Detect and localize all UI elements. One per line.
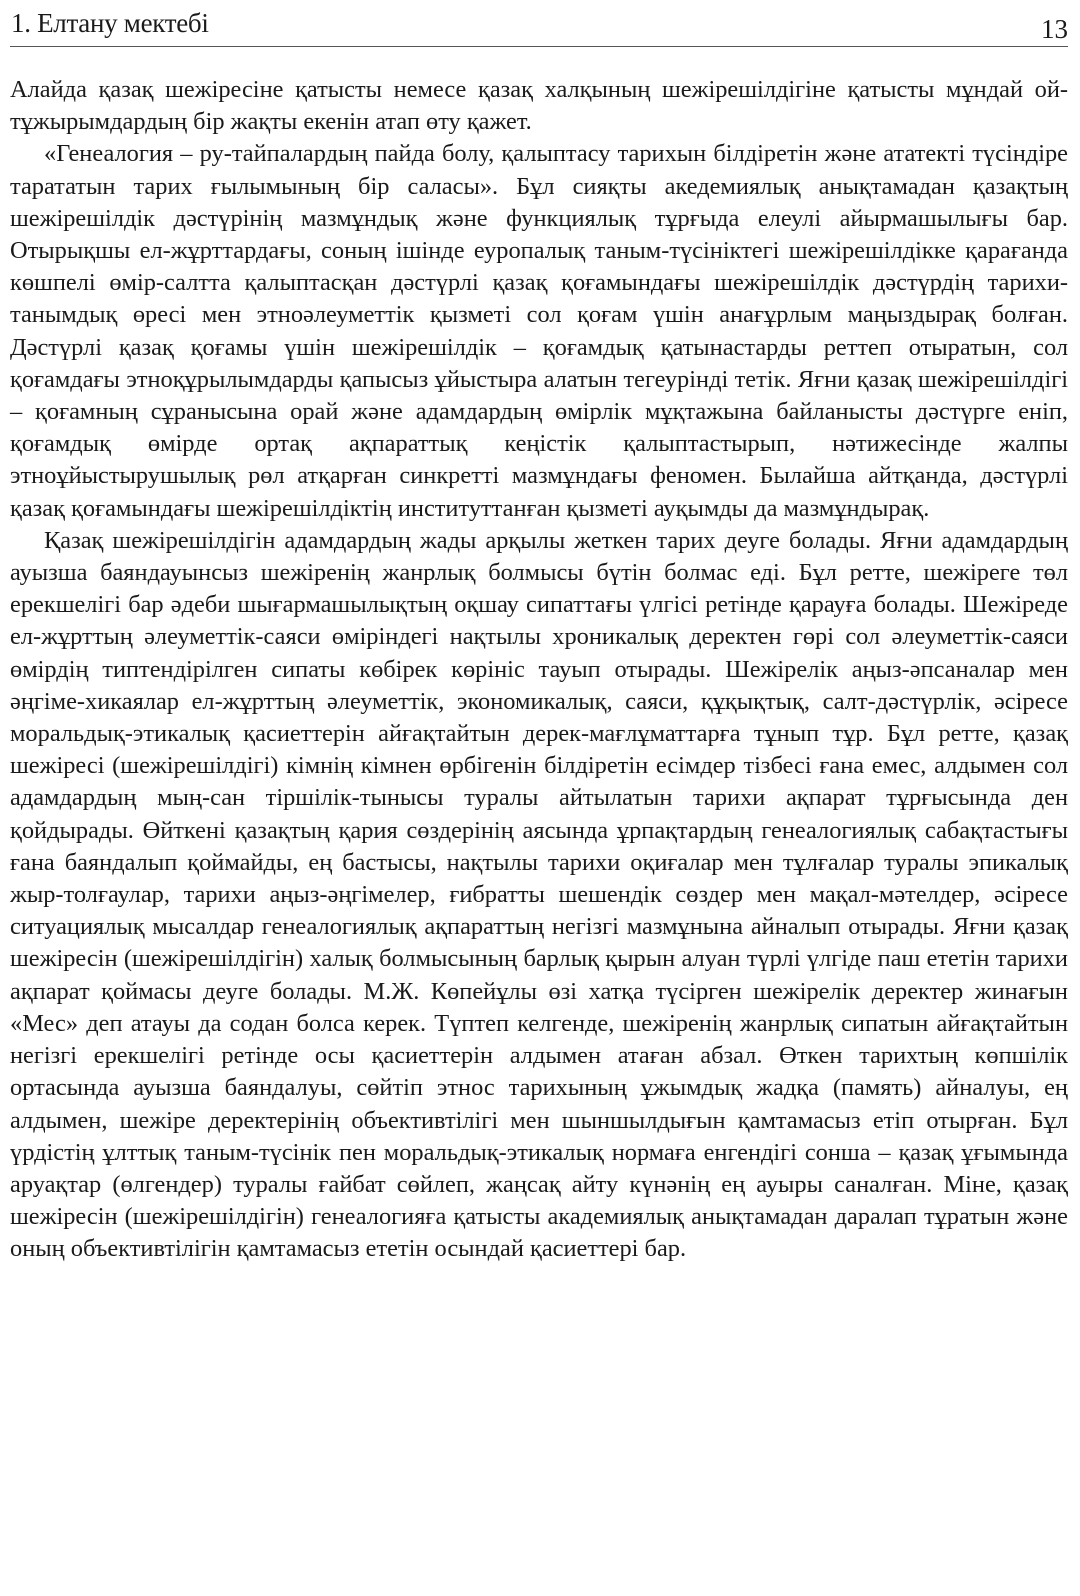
- paragraph-3: Қазақ шежірешілдігін адамдардың жады арқылы жеткен тарих деуге болады. Яғни адамдардың ауызша баяндауынсыз шежіренің жанрлық болмысы бүтін болмас еді. Бұл ретте, шежіреге төл ерекшелігі бар әдеби шығармашылықтың оқшау сипаттағы үлгісі ретінде қарауға болады. Шежіреде ел-жұрттың әлеуметтік-саяси өміріндегі нақтылы хроникалық деректен гөрі сол әлеуметтік-саяси өмірдің типтендірілген сипаты көбірек көрініс тауып отырады. Шежірелік аңыз-әпсаналар мен әңгіме-хикаялар ел-жұрттың әлеуметтік, экономикалық, саяси, құқықтық, салт-дәстүрлік, әсіресе моральдық-этикалық қасиеттерін айғақтайтын дерек-мағлұматтарға тұнып тұр. Бұл ретте, қазақ шежіресі (шежірешілдігі) кімнің кімнен өрбігенін білдіретін есімдер тізбесі ғана емес, алдымен сол адамдардың мың-сан тіршілік-тынысы туралы айтылатын тарихи ақпарат тұрғысында ден қойдырады. Өйткені қазақтың қария сөздерінің аясында ұрпақтардың генеалогиялық сабақтастығы ғана баяндалып қоймайды, ең бастысы, нақтылы тарихи оқиғалар мен тұлғалар туралы эпикалық жыр-толғаулар, тарихи аңыз-әңгімелер, ғибратты шешендік сөздер мен мақал-мәтелдер, әсіресе ситуациялық мысалдар генеалогиялық ақпараттың негізгі мазмұнына айналып отырады. Яғни қазақ шежіресін (шежірешілдігін) халық болмысының барлық қырын алуан түрлі үлгіде паш ететін тарихи ақпарат қоймасы деуге болады. М.Ж. Көпейұлы өзі хатқа түсірген шежірелік деректер жинағын «Мес» деп атауы да содан болса керек. Түптеп келгенде, шежіренің жанрлық сипатын айғақтайтын негізгі ерекшелігі ретінде осы қасиеттерін алдымен атаған абзал. Өткен тарихтың көпшілік ортасында ауызша баяндалуы, сөйтіп этнос тарихының ұжымдық жадқа (память) айналуы, ең алдымен, шежіре деректерінің объективтілігі мен шыншылдығын қамтамасыз етіп отырған. Бұл үрдістің ұлттық таным-түсінік пен моральдық-этикалық нормаға енгендігі сонша – қазақ ұғымында аруақтар (өлгендер) туралы ғайбат сөйлеп, жаңсақ айту күнәнің ең ауыры саналған. Міне, қазақ шежіресін (шежірешілдігін) генеалогияға қатысты академиялық анықтамадан даралап тұратын және оның объективтілігін қамтамасыз ететін осындай қасиеттері бар.: [10, 526, 1068, 1263]
- paragraph-1: Алайда қазақ шежіресіне қатысты немесе қазақ халқының шежірешілдігіне қатысты мұндай ой-тұжырымдардың бір жақты екенін атап өту қажет.: [10, 76, 1068, 136]
- section-title: 1. Елтану мектебі: [11, 8, 209, 38]
- paragraph-2: «Генеалогия – ру-тайпалардың пайда болу, қалыптасу тарихын білдіретін және ататекті түсіндіре тарататын тарих ғылымының бір саласы». Бұл сияқты акедемиялық анықтамадан қазақтың шежірешілдік дәстүрінің мазмұндық және функциялық тұрғыда елеулі айырмашылығы бар. Отырықшы ел-жұрттардағы, соның ішінде еуропалық таным-түсініктегі шежірешілдікке қарағанда көшпелі өмір-салтта қалыптасқан дәстүрлі қазақ қоғамындағы шежірешілдік дәстүрдің тарихи-танымдық өресі мен этноәлеуметтік қызметі сол қоғам үшін анағұрлым маңыздырақ болған. Дәстүрлі қазақ қоғамы үшін шежірешілдік – қоғамдық қатынастарды реттеп отыратын, сол қоғамдағы этноқұрылымдарды қапысыз ұйыстыра алатын тегеурінді тетік. Яғни қазақ шежірешілдігі – қоғамның сұранысына орай және адамдардың өмірлік мұқтажына байланысты дәстүрге еніп, қоғамдық өмірде ортақ ақпараттық кеңістік қалыптастырып, нәтижесінде жалпы этноұйыстырушылық рөл атқарған синкретті мазмұндағы феномен. Былайша айтқанда, дәстүрлі қазақ қоғамындағы шежірешілдіктің институттанған қызметі ауқымды да мазмұндырақ.: [10, 140, 1068, 522]
- page-number: 13: [1041, 14, 1068, 44]
- body-text: [10, 74, 1068, 1266]
- book-page: [10, 0, 1068, 1596]
- running-header: [10, 0, 1068, 47]
